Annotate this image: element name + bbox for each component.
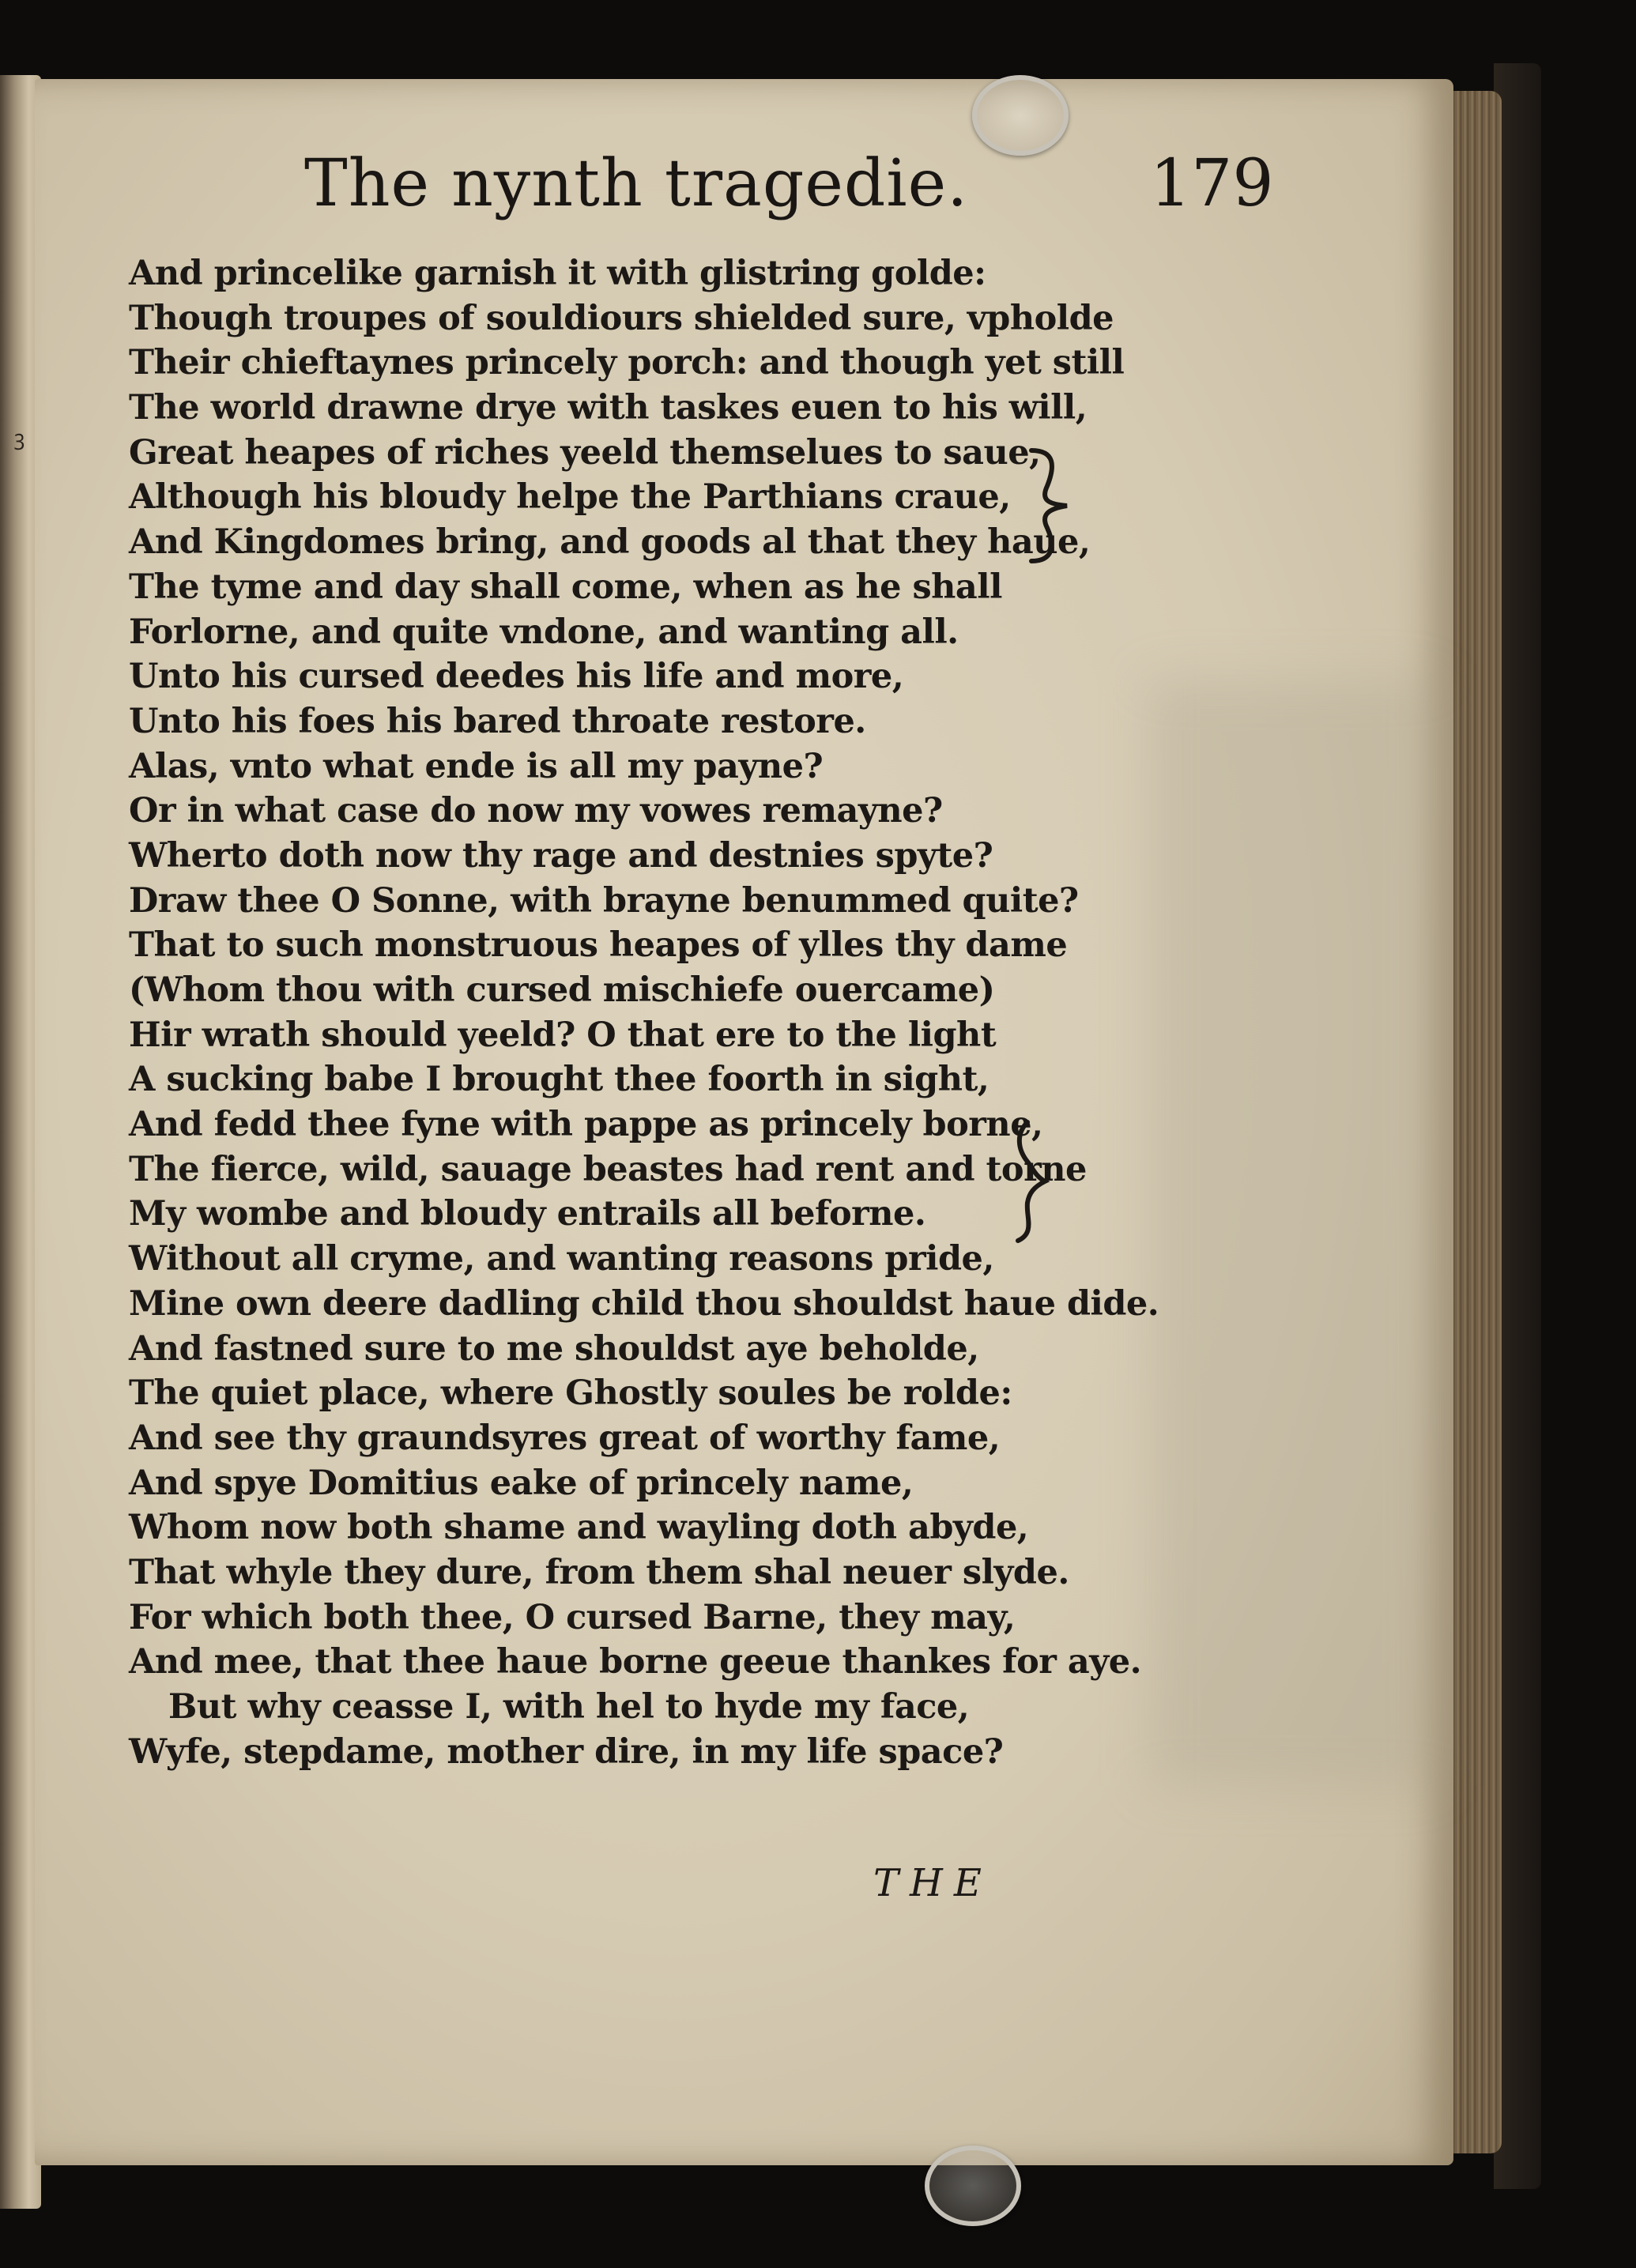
verse-line: And fedd thee fyne with pappe as princely borne, [129,1105,1043,1145]
verse-line: Wyfe, stepdame, mother dire, in my life space? [129,1731,1004,1772]
page-number: 179 [1150,146,1274,221]
previous-page-ink-mark: ꝫ [14,427,25,450]
marginal-brace-mark [1004,1114,1059,1249]
verse-line: Draw thee O Sonne, with brayne benummed quite? [129,880,1079,921]
verse-line: Whom now both shame and wayling doth abyde, [129,1508,1029,1548]
verse-line: And princelike garnish it with glistring golde: [129,254,986,293]
marginal-brace-mark [1023,443,1079,569]
verse-line: Forlorne, and quite vndone, and wanting all. [129,612,959,652]
verse-line: Though troupes of souldiours shielded sure, vpholde [129,298,1114,338]
verse-line: Unto his cursed deedes his life and more, [129,657,904,697]
verse-line: But why ceasse I, with hel to hyde my face, [168,1687,970,1727]
verse-line: And spye Domitius eake of princely name, [129,1463,914,1503]
verse-line: Without all cryme, and wanting reasons pride, [129,1239,994,1279]
verse-line: For which both thee, O cursed Barne, they may, [129,1597,1016,1637]
verse-line: Mine own deere dadling child thou shouldst haue dide. [129,1283,1159,1324]
catchword: THE [873,1861,993,1905]
verse-line: A sucking babe I brought thee foorth in sight, [129,1060,990,1100]
page-clip-top [972,75,1069,156]
show-through-stain [1149,680,1434,1786]
page-clip-bottom [925,2146,1021,2226]
verse-line: And see thy graundsyres great of worthy fame, [129,1418,1001,1458]
verse-line: Wherto doth now thy rage and destnies spyte? [129,835,993,876]
verse-line: Hir wrath should yeeld? O that ere to the light [129,1015,997,1055]
verse-line: The quiet place, where Ghostly soules be rolde: [129,1373,1012,1414]
verse-line: That whyle they dure, from them shal neuer slyde. [129,1552,1069,1592]
verse-line: The tyme and day shall come, when as he shall [129,567,1002,607]
verse-line: Great heapes of riches yeeld themselues to saue, [129,432,1041,473]
verse-line: And mee, that thee haue borne geeue thankes for aye. [129,1642,1142,1682]
verse-line: The world drawne drye with taskes euen to his will, [129,388,1088,428]
verse-line: Or in what case do now my vowes remayne? [129,791,943,831]
verse-line: Unto his foes his bared throate restore. [129,701,866,741]
verse-line: That to such monstruous heapes of ylles thy dame [129,925,1068,966]
verse-line: (Whom thou with cursed mischiefe ouercame) [129,970,995,1010]
verse-line: My wombe and bloudy entrails all beforne. [129,1194,926,1234]
verse-line: Their chieftaynes princely porch: and though yet still [129,343,1125,383]
running-head: The nynth tragedie. [304,146,969,221]
verse-line: Alas, vnto what ende is all my payne? [129,746,824,786]
verse-line: And Kingdomes bring, and goods al that they haue, [129,522,1091,563]
verse-line: The fierce, wild, sauage beastes had rent and torne [129,1149,1087,1189]
verse-line: And fastned sure to me shouldst aye beholde, [129,1328,979,1369]
verse-line: Although his bloudy helpe the Parthians craue, [129,477,1011,518]
verse-text [129,251,1159,1774]
